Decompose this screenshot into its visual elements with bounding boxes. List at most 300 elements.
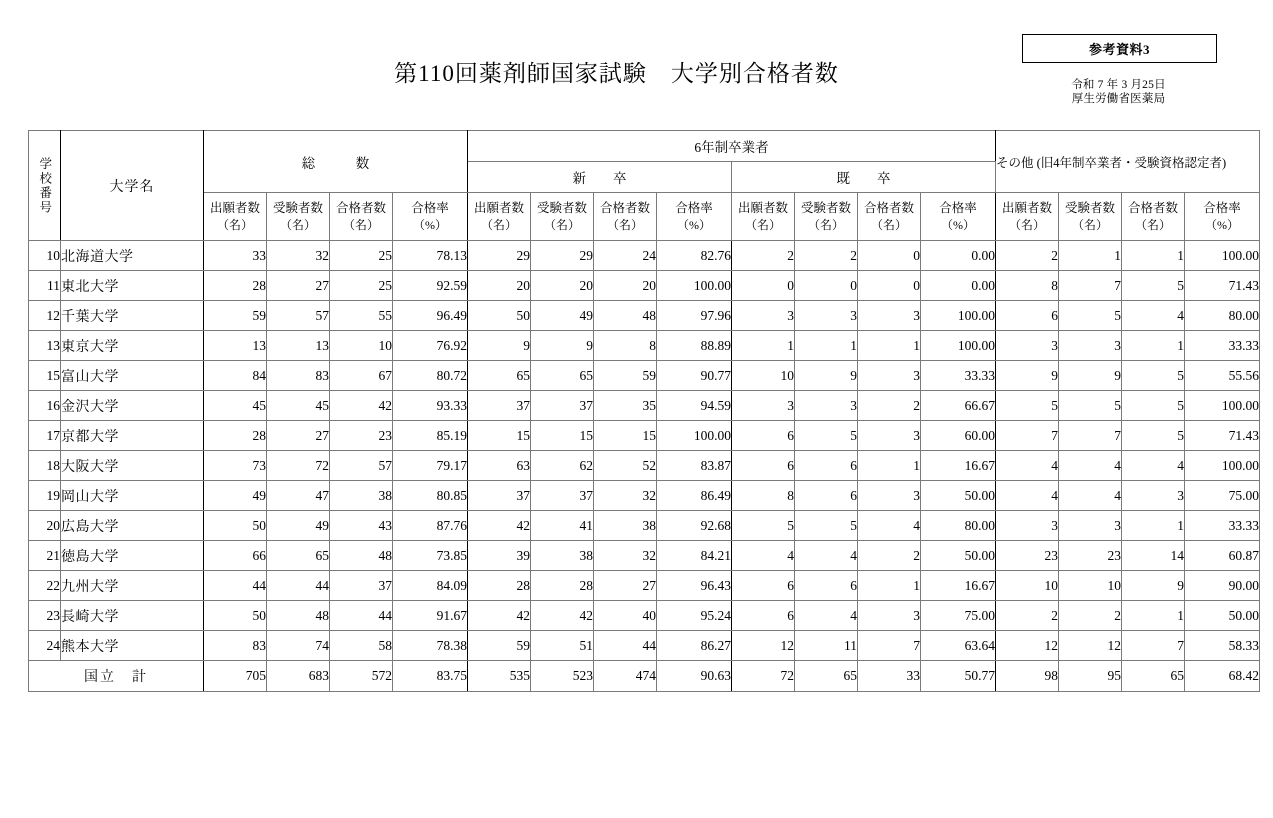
cell-other-examinees: 4 — [1059, 451, 1122, 481]
cell-former-pass-rate: 66.67 — [921, 391, 996, 421]
row-school-no: 19 — [29, 481, 61, 511]
cell-total-applicants: 13 — [204, 331, 267, 361]
total-cell-other-applicants: 98 — [996, 661, 1059, 692]
cell-total-examinees: 65 — [267, 541, 330, 571]
cell-former-passers: 1 — [858, 451, 921, 481]
cell-new-applicants: 63 — [468, 451, 531, 481]
row-school-no: 23 — [29, 601, 61, 631]
cell-former-passers: 3 — [858, 301, 921, 331]
cell-new-pass-rate: 88.89 — [657, 331, 732, 361]
total-cell-new-applicants: 535 — [468, 661, 531, 692]
cell-total-passers: 58 — [330, 631, 393, 661]
header-other-passers: 合格者数 （名） — [1122, 193, 1185, 241]
cell-former-examinees: 9 — [795, 361, 858, 391]
cell-other-passers: 5 — [1122, 391, 1185, 421]
header-row-columns — [29, 193, 1260, 241]
row-school-no: 20 — [29, 511, 61, 541]
header-new-passers: 合格者数 （名） — [594, 193, 657, 241]
cell-other-passers: 1 — [1122, 241, 1185, 271]
cell-total-applicants: 45 — [204, 391, 267, 421]
header-sub-former: 既 卒 — [732, 162, 996, 193]
cell-former-applicants: 0 — [732, 271, 795, 301]
cell-new-applicants: 59 — [468, 631, 531, 661]
cell-total-passers: 44 — [330, 601, 393, 631]
cell-new-pass-rate: 92.68 — [657, 511, 732, 541]
cell-new-examinees: 28 — [531, 571, 594, 601]
cell-total-applicants: 66 — [204, 541, 267, 571]
cell-other-applicants: 23 — [996, 541, 1059, 571]
cell-other-pass-rate: 33.33 — [1185, 331, 1260, 361]
cell-former-applicants: 3 — [732, 301, 795, 331]
header-group-six-year: 6年制卒業者 — [468, 131, 996, 162]
cell-total-examinees: 27 — [267, 421, 330, 451]
table-body — [29, 241, 1260, 692]
cell-other-examinees: 3 — [1059, 511, 1122, 541]
cell-former-passers: 0 — [858, 271, 921, 301]
cell-former-pass-rate: 16.67 — [921, 451, 996, 481]
header-total-passers: 合格者数 （名） — [330, 193, 393, 241]
table-row — [29, 541, 1260, 571]
cell-other-pass-rate: 80.00 — [1185, 301, 1260, 331]
cell-former-pass-rate: 60.00 — [921, 421, 996, 451]
cell-total-passers: 25 — [330, 241, 393, 271]
total-cell-other-examinees: 95 — [1059, 661, 1122, 692]
cell-other-applicants: 8 — [996, 271, 1059, 301]
cell-new-passers: 35 — [594, 391, 657, 421]
cell-new-pass-rate: 84.21 — [657, 541, 732, 571]
cell-new-examinees: 38 — [531, 541, 594, 571]
cell-new-passers: 15 — [594, 421, 657, 451]
table-row — [29, 331, 1260, 361]
cell-other-applicants: 3 — [996, 511, 1059, 541]
cell-new-pass-rate: 96.43 — [657, 571, 732, 601]
total-cell-former-examinees: 65 — [795, 661, 858, 692]
cell-new-examinees: 51 — [531, 631, 594, 661]
cell-other-passers: 5 — [1122, 421, 1185, 451]
cell-former-examinees: 4 — [795, 601, 858, 631]
cell-former-passers: 7 — [858, 631, 921, 661]
cell-new-applicants: 28 — [468, 571, 531, 601]
cell-other-pass-rate: 58.33 — [1185, 631, 1260, 661]
page-title-text: 第110回薬剤師国家試験 大学別合格者数 — [394, 61, 839, 86]
cell-new-applicants: 37 — [468, 391, 531, 421]
cell-other-examinees: 10 — [1059, 571, 1122, 601]
cell-total-pass-rate: 87.76 — [393, 511, 468, 541]
cell-new-pass-rate: 94.59 — [657, 391, 732, 421]
cell-other-pass-rate: 100.00 — [1185, 391, 1260, 421]
row-school-no: 22 — [29, 571, 61, 601]
total-cell-total-pass-rate: 83.75 — [393, 661, 468, 692]
cell-total-passers: 25 — [330, 271, 393, 301]
cell-total-applicants: 83 — [204, 631, 267, 661]
cell-new-examinees: 62 — [531, 451, 594, 481]
cell-other-pass-rate: 90.00 — [1185, 571, 1260, 601]
cell-new-passers: 52 — [594, 451, 657, 481]
header-total-pass-rate: 合格率 （%） — [393, 193, 468, 241]
cell-former-passers: 2 — [858, 391, 921, 421]
cell-new-applicants: 42 — [468, 601, 531, 631]
header-new-examinees: 受験者数 （名） — [531, 193, 594, 241]
cell-new-examinees: 29 — [531, 241, 594, 271]
row-school-no: 17 — [29, 421, 61, 451]
cell-former-examinees: 6 — [795, 481, 858, 511]
cell-new-applicants: 39 — [468, 541, 531, 571]
cell-former-examinees: 2 — [795, 241, 858, 271]
cell-new-examinees: 41 — [531, 511, 594, 541]
cell-new-examinees: 9 — [531, 331, 594, 361]
row-university-name: 徳島大学 — [61, 541, 204, 571]
total-cell-other-pass-rate: 68.42 — [1185, 661, 1260, 692]
header-other-examinees: 受験者数 （名） — [1059, 193, 1122, 241]
header-total-examinees: 受験者数 （名） — [267, 193, 330, 241]
cell-other-passers: 5 — [1122, 361, 1185, 391]
cell-total-pass-rate: 79.17 — [393, 451, 468, 481]
cell-total-pass-rate: 96.49 — [393, 301, 468, 331]
cell-former-passers: 1 — [858, 331, 921, 361]
cell-former-passers: 3 — [858, 481, 921, 511]
cell-former-examinees: 3 — [795, 391, 858, 421]
cell-other-passers: 5 — [1122, 271, 1185, 301]
cell-former-pass-rate: 75.00 — [921, 601, 996, 631]
cell-other-examinees: 4 — [1059, 481, 1122, 511]
table-row — [29, 511, 1260, 541]
cell-new-examinees: 15 — [531, 421, 594, 451]
cell-other-pass-rate: 50.00 — [1185, 601, 1260, 631]
header-university: 大学名 — [61, 131, 204, 241]
table-row — [29, 571, 1260, 601]
cell-other-passers: 3 — [1122, 481, 1185, 511]
cell-total-pass-rate: 93.33 — [393, 391, 468, 421]
row-university-name: 富山大学 — [61, 361, 204, 391]
cell-former-pass-rate: 16.67 — [921, 571, 996, 601]
row-university-name: 東北大学 — [61, 271, 204, 301]
cell-new-passers: 32 — [594, 541, 657, 571]
cell-new-examinees: 42 — [531, 601, 594, 631]
cell-total-pass-rate: 78.38 — [393, 631, 468, 661]
cell-other-passers: 4 — [1122, 451, 1185, 481]
cell-former-examinees: 6 — [795, 451, 858, 481]
total-cell-total-examinees: 683 — [267, 661, 330, 692]
header-former-examinees: 受験者数 （名） — [795, 193, 858, 241]
row-school-no: 18 — [29, 451, 61, 481]
total-cell-new-passers: 474 — [594, 661, 657, 692]
cell-new-passers: 27 — [594, 571, 657, 601]
cell-total-examinees: 57 — [267, 301, 330, 331]
header-new-pass-rate: 合格率 （%） — [657, 193, 732, 241]
cell-other-examinees: 12 — [1059, 631, 1122, 661]
row-school-no: 11 — [29, 271, 61, 301]
cell-new-examinees: 65 — [531, 361, 594, 391]
cell-former-pass-rate: 50.00 — [921, 481, 996, 511]
table-row — [29, 301, 1260, 331]
table-row — [29, 481, 1260, 511]
cell-other-pass-rate: 60.87 — [1185, 541, 1260, 571]
cell-other-passers: 1 — [1122, 601, 1185, 631]
table-row — [29, 241, 1260, 271]
cell-former-passers: 1 — [858, 571, 921, 601]
cell-other-passers: 7 — [1122, 631, 1185, 661]
header-group-total: 総 数 — [204, 131, 468, 193]
cell-total-pass-rate: 76.92 — [393, 331, 468, 361]
cell-total-pass-rate: 92.59 — [393, 271, 468, 301]
cell-new-passers: 8 — [594, 331, 657, 361]
cell-new-applicants: 37 — [468, 481, 531, 511]
cell-new-applicants: 15 — [468, 421, 531, 451]
row-university-name: 金沢大学 — [61, 391, 204, 421]
cell-new-pass-rate: 95.24 — [657, 601, 732, 631]
cell-new-pass-rate: 100.00 — [657, 271, 732, 301]
cell-other-applicants: 5 — [996, 391, 1059, 421]
cell-former-applicants: 2 — [732, 241, 795, 271]
cell-former-passers: 4 — [858, 511, 921, 541]
header-former-passers: 合格者数 （名） — [858, 193, 921, 241]
cell-total-examinees: 49 — [267, 511, 330, 541]
cell-other-passers: 1 — [1122, 331, 1185, 361]
row-school-no: 12 — [29, 301, 61, 331]
cell-new-applicants: 20 — [468, 271, 531, 301]
row-university-name: 広島大学 — [61, 511, 204, 541]
table-row — [29, 361, 1260, 391]
header-other-pass-rate: 合格率 （%） — [1185, 193, 1260, 241]
cell-former-passers: 3 — [858, 421, 921, 451]
row-university-name: 岡山大学 — [61, 481, 204, 511]
cell-other-pass-rate: 75.00 — [1185, 481, 1260, 511]
cell-other-pass-rate: 71.43 — [1185, 271, 1260, 301]
row-school-no: 15 — [29, 361, 61, 391]
cell-total-applicants: 49 — [204, 481, 267, 511]
table-row — [29, 451, 1260, 481]
cell-former-pass-rate: 100.00 — [921, 331, 996, 361]
cell-total-applicants: 50 — [204, 601, 267, 631]
cell-total-passers: 55 — [330, 301, 393, 331]
total-cell-former-pass-rate: 50.77 — [921, 661, 996, 692]
cell-former-applicants: 6 — [732, 421, 795, 451]
cell-former-applicants: 6 — [732, 601, 795, 631]
total-cell-former-passers: 33 — [858, 661, 921, 692]
cell-total-passers: 37 — [330, 571, 393, 601]
cell-other-applicants: 2 — [996, 601, 1059, 631]
row-university-name: 千葉大学 — [61, 301, 204, 331]
cell-former-examinees: 4 — [795, 541, 858, 571]
cell-new-applicants: 42 — [468, 511, 531, 541]
cell-former-examinees: 5 — [795, 421, 858, 451]
cell-former-pass-rate: 63.64 — [921, 631, 996, 661]
cell-new-examinees: 49 — [531, 301, 594, 331]
cell-total-examinees: 27 — [267, 271, 330, 301]
table-row — [29, 421, 1260, 451]
issue-date: 令和 7 年 3 月25日 — [1071, 79, 1166, 91]
reference-badge-label: 参考資料3 — [1088, 42, 1150, 57]
cell-total-examinees: 72 — [267, 451, 330, 481]
cell-total-examinees: 32 — [267, 241, 330, 271]
cell-former-pass-rate: 0.00 — [921, 241, 996, 271]
cell-total-applicants: 28 — [204, 271, 267, 301]
cell-other-applicants: 9 — [996, 361, 1059, 391]
cell-former-applicants: 6 — [732, 571, 795, 601]
total-cell-total-applicants: 705 — [204, 661, 267, 692]
cell-total-examinees: 74 — [267, 631, 330, 661]
header-row-groups — [29, 131, 1260, 162]
cell-former-examinees: 6 — [795, 571, 858, 601]
cell-other-examinees: 5 — [1059, 301, 1122, 331]
cell-total-pass-rate: 80.85 — [393, 481, 468, 511]
cell-former-passers: 3 — [858, 601, 921, 631]
cell-total-pass-rate: 78.13 — [393, 241, 468, 271]
cell-other-examinees: 1 — [1059, 241, 1122, 271]
cell-total-pass-rate: 84.09 — [393, 571, 468, 601]
row-school-no: 21 — [29, 541, 61, 571]
table-total-row — [29, 661, 1260, 692]
row-university-name: 東京大学 — [61, 331, 204, 361]
cell-new-examinees: 37 — [531, 391, 594, 421]
header-new-applicants: 出願者数 （名） — [468, 193, 531, 241]
cell-new-pass-rate: 86.27 — [657, 631, 732, 661]
cell-former-passers: 0 — [858, 241, 921, 271]
cell-new-pass-rate: 86.49 — [657, 481, 732, 511]
cell-new-passers: 24 — [594, 241, 657, 271]
header-total-applicants: 出願者数 （名） — [204, 193, 267, 241]
cell-total-pass-rate: 80.72 — [393, 361, 468, 391]
results-table-container — [28, 130, 1260, 692]
cell-total-examinees: 83 — [267, 361, 330, 391]
cell-total-passers: 67 — [330, 361, 393, 391]
row-university-name: 長崎大学 — [61, 601, 204, 631]
cell-other-examinees: 3 — [1059, 331, 1122, 361]
row-school-no: 16 — [29, 391, 61, 421]
cell-new-applicants: 65 — [468, 361, 531, 391]
cell-total-applicants: 44 — [204, 571, 267, 601]
row-university-name: 北海道大学 — [61, 241, 204, 271]
cell-total-passers: 23 — [330, 421, 393, 451]
cell-former-passers: 3 — [858, 361, 921, 391]
cell-former-applicants: 1 — [732, 331, 795, 361]
cell-total-pass-rate: 85.19 — [393, 421, 468, 451]
cell-other-applicants: 10 — [996, 571, 1059, 601]
cell-total-applicants: 59 — [204, 301, 267, 331]
table-row — [29, 271, 1260, 301]
total-row-label: 国立 計 — [29, 661, 204, 692]
cell-other-applicants: 4 — [996, 481, 1059, 511]
cell-new-passers: 44 — [594, 631, 657, 661]
header-former-pass-rate: 合格率 （%） — [921, 193, 996, 241]
row-school-no: 24 — [29, 631, 61, 661]
row-university-name: 京都大学 — [61, 421, 204, 451]
results-table — [28, 130, 1260, 692]
cell-total-passers: 43 — [330, 511, 393, 541]
cell-total-pass-rate: 73.85 — [393, 541, 468, 571]
cell-former-passers: 2 — [858, 541, 921, 571]
cell-former-applicants: 5 — [732, 511, 795, 541]
cell-total-examinees: 44 — [267, 571, 330, 601]
cell-former-pass-rate: 33.33 — [921, 361, 996, 391]
header-former-applicants: 出願者数 （名） — [732, 193, 795, 241]
cell-new-applicants: 50 — [468, 301, 531, 331]
cell-total-passers: 10 — [330, 331, 393, 361]
cell-new-passers: 32 — [594, 481, 657, 511]
table-row — [29, 631, 1260, 661]
cell-former-applicants: 10 — [732, 361, 795, 391]
cell-total-examinees: 13 — [267, 331, 330, 361]
cell-total-applicants: 84 — [204, 361, 267, 391]
cell-total-pass-rate: 91.67 — [393, 601, 468, 631]
cell-total-passers: 42 — [330, 391, 393, 421]
cell-other-passers: 4 — [1122, 301, 1185, 331]
cell-new-pass-rate: 82.76 — [657, 241, 732, 271]
cell-new-pass-rate: 100.00 — [657, 421, 732, 451]
cell-other-examinees: 7 — [1059, 421, 1122, 451]
row-university-name: 熊本大学 — [61, 631, 204, 661]
cell-new-applicants: 29 — [468, 241, 531, 271]
cell-former-examinees: 0 — [795, 271, 858, 301]
cell-other-applicants: 2 — [996, 241, 1059, 271]
table-header — [29, 131, 1260, 241]
cell-other-pass-rate: 71.43 — [1185, 421, 1260, 451]
cell-former-examinees: 3 — [795, 301, 858, 331]
issuer-name: 厚生労働省医薬局 — [1071, 93, 1166, 105]
cell-new-pass-rate: 83.87 — [657, 451, 732, 481]
cell-other-applicants: 12 — [996, 631, 1059, 661]
cell-new-passers: 48 — [594, 301, 657, 331]
cell-total-passers: 38 — [330, 481, 393, 511]
cell-former-pass-rate: 0.00 — [921, 271, 996, 301]
total-cell-total-passers: 572 — [330, 661, 393, 692]
cell-total-passers: 57 — [330, 451, 393, 481]
cell-former-examinees: 1 — [795, 331, 858, 361]
cell-new-passers: 20 — [594, 271, 657, 301]
header-sub-new: 新 卒 — [468, 162, 732, 193]
total-cell-former-applicants: 72 — [732, 661, 795, 692]
total-cell-other-passers: 65 — [1122, 661, 1185, 692]
cell-new-pass-rate: 90.77 — [657, 361, 732, 391]
cell-new-passers: 59 — [594, 361, 657, 391]
table-row — [29, 391, 1260, 421]
cell-total-applicants: 33 — [204, 241, 267, 271]
cell-other-examinees: 9 — [1059, 361, 1122, 391]
cell-new-examinees: 37 — [531, 481, 594, 511]
cell-former-pass-rate: 50.00 — [921, 541, 996, 571]
header-other-applicants: 出願者数 （名） — [996, 193, 1059, 241]
cell-other-applicants: 4 — [996, 451, 1059, 481]
page-title — [0, 55, 1273, 88]
cell-other-passers: 14 — [1122, 541, 1185, 571]
cell-other-applicants: 3 — [996, 331, 1059, 361]
cell-total-examinees: 48 — [267, 601, 330, 631]
cell-new-pass-rate: 97.96 — [657, 301, 732, 331]
cell-total-passers: 48 — [330, 541, 393, 571]
cell-former-applicants: 4 — [732, 541, 795, 571]
row-university-name: 大阪大学 — [61, 451, 204, 481]
cell-new-examinees: 20 — [531, 271, 594, 301]
cell-other-applicants: 6 — [996, 301, 1059, 331]
cell-total-applicants: 28 — [204, 421, 267, 451]
header-school-no: 学校番号 — [29, 131, 61, 241]
header-group-other: その他 (旧4年制卒業者・受験資格認定者) — [996, 131, 1260, 193]
cell-other-passers: 9 — [1122, 571, 1185, 601]
cell-other-pass-rate: 55.56 — [1185, 361, 1260, 391]
cell-new-applicants: 9 — [468, 331, 531, 361]
cell-other-pass-rate: 33.33 — [1185, 511, 1260, 541]
cell-new-passers: 40 — [594, 601, 657, 631]
cell-other-examinees: 23 — [1059, 541, 1122, 571]
row-school-no: 10 — [29, 241, 61, 271]
total-cell-new-pass-rate: 90.63 — [657, 661, 732, 692]
cell-new-passers: 38 — [594, 511, 657, 541]
cell-other-examinees: 7 — [1059, 271, 1122, 301]
cell-total-applicants: 50 — [204, 511, 267, 541]
cell-other-pass-rate: 100.00 — [1185, 451, 1260, 481]
row-university-name: 九州大学 — [61, 571, 204, 601]
cell-other-applicants: 7 — [996, 421, 1059, 451]
